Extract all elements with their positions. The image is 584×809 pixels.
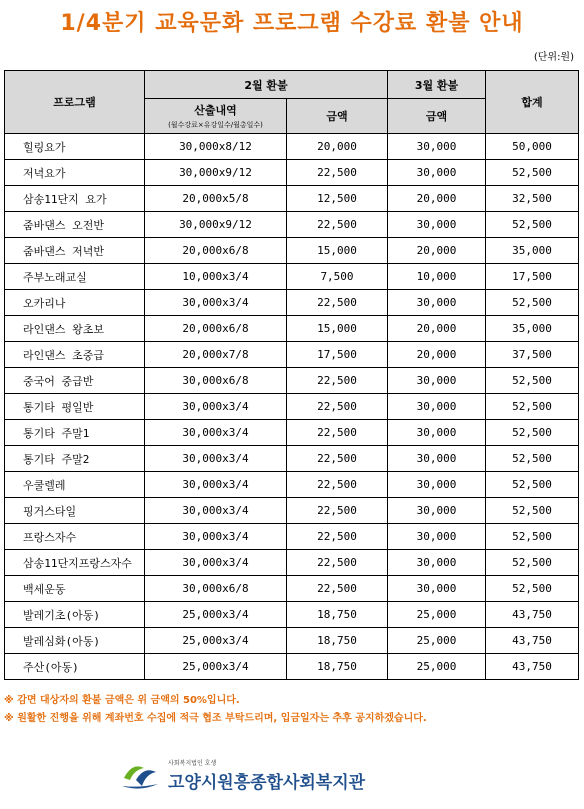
mar-amount-cell: 30,000	[388, 134, 486, 160]
total-amount-cell: 52,500	[486, 576, 579, 602]
calc-formula-cell: 30,000x3/4	[145, 472, 287, 498]
calc-formula-cell: 20,000x6/8	[145, 316, 287, 342]
mar-amount-cell: 25,000	[388, 654, 486, 680]
header-calc-title: 산출내역	[194, 104, 237, 117]
table-row	[5, 628, 579, 654]
total-amount-cell: 52,500	[486, 394, 579, 420]
total-amount-cell: 52,500	[486, 524, 579, 550]
mar-amount-cell: 30,000	[388, 394, 486, 420]
calc-formula-cell: 30,000x6/8	[145, 576, 287, 602]
total-amount-cell: 52,500	[486, 498, 579, 524]
table-row	[5, 394, 579, 420]
calc-formula-cell: 30,000x6/8	[145, 368, 287, 394]
total-amount-cell: 50,000	[486, 134, 579, 160]
total-amount-cell: 52,500	[486, 212, 579, 238]
total-amount-cell: 52,500	[486, 446, 579, 472]
program-name-cell: 발레기초(아동)	[5, 602, 145, 628]
table-row	[5, 290, 579, 316]
program-name-cell: 삼송11단지 요가	[5, 186, 145, 212]
feb-amount-cell: 18,750	[287, 628, 388, 654]
calc-formula-cell: 30,000x3/4	[145, 498, 287, 524]
total-amount-cell: 32,500	[486, 186, 579, 212]
header-mar-refund: 3월 환불	[388, 71, 486, 99]
refund-table	[4, 70, 579, 680]
total-amount-cell: 52,500	[486, 368, 579, 394]
total-amount-cell: 43,750	[486, 628, 579, 654]
table-row	[5, 264, 579, 290]
feb-amount-cell: 22,500	[287, 290, 388, 316]
feb-amount-cell: 22,500	[287, 420, 388, 446]
program-name-cell: 힐링요가	[5, 134, 145, 160]
total-amount-cell: 52,500	[486, 160, 579, 186]
calc-formula-cell: 20,000x7/8	[145, 342, 287, 368]
feb-amount-cell: 22,500	[287, 368, 388, 394]
mar-amount-cell: 30,000	[388, 498, 486, 524]
total-amount-cell: 43,750	[486, 654, 579, 680]
header-program: 프로그램	[5, 71, 145, 134]
feb-amount-cell: 15,000	[287, 238, 388, 264]
program-name-cell: 백세운동	[5, 576, 145, 602]
program-name-cell: 통기타 주말1	[5, 420, 145, 446]
table-row	[5, 134, 579, 160]
feb-amount-cell: 22,500	[287, 446, 388, 472]
table-row	[5, 186, 579, 212]
table-row	[5, 160, 579, 186]
mar-amount-cell: 25,000	[388, 602, 486, 628]
calc-formula-cell: 20,000x5/8	[145, 186, 287, 212]
calc-formula-cell: 25,000x3/4	[145, 654, 287, 680]
table-row	[5, 316, 579, 342]
feb-amount-cell: 15,000	[287, 316, 388, 342]
header-calc-sub: (월수강료×유강일수/월총일수)	[168, 121, 263, 129]
calc-formula-cell: 30,000x9/12	[145, 212, 287, 238]
program-name-cell: 저녁요가	[5, 160, 145, 186]
calc-formula-cell: 30,000x3/4	[145, 290, 287, 316]
program-name-cell: 오카리나	[5, 290, 145, 316]
table-row	[5, 602, 579, 628]
feb-amount-cell: 22,500	[287, 498, 388, 524]
mar-amount-cell: 30,000	[388, 212, 486, 238]
total-amount-cell: 43,750	[486, 602, 579, 628]
calc-formula-cell: 30,000x8/12	[145, 134, 287, 160]
table-row	[5, 212, 579, 238]
table-row	[5, 576, 579, 602]
total-amount-cell: 17,500	[486, 264, 579, 290]
feb-amount-cell: 18,750	[287, 654, 388, 680]
mar-amount-cell: 30,000	[388, 550, 486, 576]
feb-amount-cell: 20,000	[287, 134, 388, 160]
mar-amount-cell: 20,000	[388, 186, 486, 212]
program-name-cell: 줌바댄스 저녁반	[5, 238, 145, 264]
feb-amount-cell: 7,500	[287, 264, 388, 290]
feb-amount-cell: 12,500	[287, 186, 388, 212]
total-amount-cell: 52,500	[486, 550, 579, 576]
mar-amount-cell: 25,000	[388, 628, 486, 654]
mar-amount-cell: 10,000	[388, 264, 486, 290]
notes	[4, 692, 578, 728]
calc-formula-cell: 20,000x6/8	[145, 238, 287, 264]
program-name-cell: 라인댄스 초중급	[5, 342, 145, 368]
calc-formula-cell: 10,000x3/4	[145, 264, 287, 290]
mar-amount-cell: 20,000	[388, 342, 486, 368]
program-name-cell: 주부노래교실	[5, 264, 145, 290]
table-row	[5, 524, 579, 550]
note-account: ※ 원활한 진행을 위해 계좌번호 수집에 적극 협조 부탁드리며, 입금일자는 추후 공지하겠습니다.	[4, 713, 427, 724]
total-amount-cell: 52,500	[486, 420, 579, 446]
note-discount: ※ 감면 대상자의 환불 금액은 위 금액의 50%입니다.	[4, 695, 240, 706]
header-total: 합계	[486, 71, 579, 134]
mar-amount-cell: 30,000	[388, 472, 486, 498]
mar-amount-cell: 30,000	[388, 368, 486, 394]
feb-amount-cell: 22,500	[287, 160, 388, 186]
feb-amount-cell: 22,500	[287, 212, 388, 238]
calc-formula-cell: 30,000x3/4	[145, 524, 287, 550]
feb-amount-cell: 22,500	[287, 550, 388, 576]
program-name-cell: 우쿨렐레	[5, 472, 145, 498]
org-logo	[120, 756, 460, 796]
feb-amount-cell: 22,500	[287, 472, 388, 498]
table-body	[5, 134, 579, 680]
page-title: 1/4분기 교육문화 프로그램 수강료 환불 안내	[60, 11, 524, 36]
table-row	[5, 472, 579, 498]
table-row	[5, 368, 579, 394]
feb-amount-cell: 18,750	[287, 602, 388, 628]
program-name-cell: 주산(아동)	[5, 654, 145, 680]
mar-amount-cell: 30,000	[388, 290, 486, 316]
table-row	[5, 238, 579, 264]
table-row	[5, 550, 579, 576]
program-name-cell: 라인댄스 왕초보	[5, 316, 145, 342]
mar-amount-cell: 30,000	[388, 446, 486, 472]
total-amount-cell: 52,500	[486, 472, 579, 498]
header-feb-refund: 2월 환불	[145, 71, 388, 99]
calc-formula-cell: 30,000x3/4	[145, 446, 287, 472]
total-amount-cell: 37,500	[486, 342, 579, 368]
mar-amount-cell: 30,000	[388, 576, 486, 602]
header-calc-detail	[145, 99, 287, 134]
calc-formula-cell: 30,000x3/4	[145, 394, 287, 420]
calc-formula-cell: 30,000x3/4	[145, 420, 287, 446]
calc-formula-cell: 25,000x3/4	[145, 628, 287, 654]
feb-amount-cell: 22,500	[287, 576, 388, 602]
mar-amount-cell: 30,000	[388, 420, 486, 446]
table-row	[5, 654, 579, 680]
header-amount-mar: 금액	[388, 99, 486, 134]
table-row	[5, 446, 579, 472]
program-name-cell: 줌바댄스 오전반	[5, 212, 145, 238]
total-amount-cell: 35,000	[486, 316, 579, 342]
total-amount-cell: 35,000	[486, 238, 579, 264]
feb-amount-cell: 17,500	[287, 342, 388, 368]
calc-formula-cell: 30,000x9/12	[145, 160, 287, 186]
mar-amount-cell: 20,000	[388, 316, 486, 342]
program-name-cell: 발레심화(아동)	[5, 628, 145, 654]
calc-formula-cell: 25,000x3/4	[145, 602, 287, 628]
org-legal-name: 사회복지법인 호생	[168, 760, 217, 767]
program-name-cell: 삼송11단지프랑스자수	[5, 550, 145, 576]
calc-formula-cell: 30,000x3/4	[145, 550, 287, 576]
mar-amount-cell: 30,000	[388, 524, 486, 550]
header-amount-feb: 금액	[287, 99, 388, 134]
program-name-cell: 중국어 중급반	[5, 368, 145, 394]
table-row	[5, 420, 579, 446]
table-row	[5, 498, 579, 524]
program-name-cell: 핑거스타일	[5, 498, 145, 524]
feb-amount-cell: 22,500	[287, 524, 388, 550]
mar-amount-cell: 30,000	[388, 160, 486, 186]
org-emblem-icon	[120, 758, 160, 794]
program-name-cell: 프랑스자수	[5, 524, 145, 550]
table-row	[5, 342, 579, 368]
program-name-cell: 통기타 주말2	[5, 446, 145, 472]
mar-amount-cell: 20,000	[388, 238, 486, 264]
unit-label: (단위:원)	[533, 52, 574, 63]
org-name: 고양시원흥종합사회복지관	[168, 773, 366, 793]
feb-amount-cell: 22,500	[287, 394, 388, 420]
program-name-cell: 통기타 평일반	[5, 394, 145, 420]
total-amount-cell: 52,500	[486, 290, 579, 316]
